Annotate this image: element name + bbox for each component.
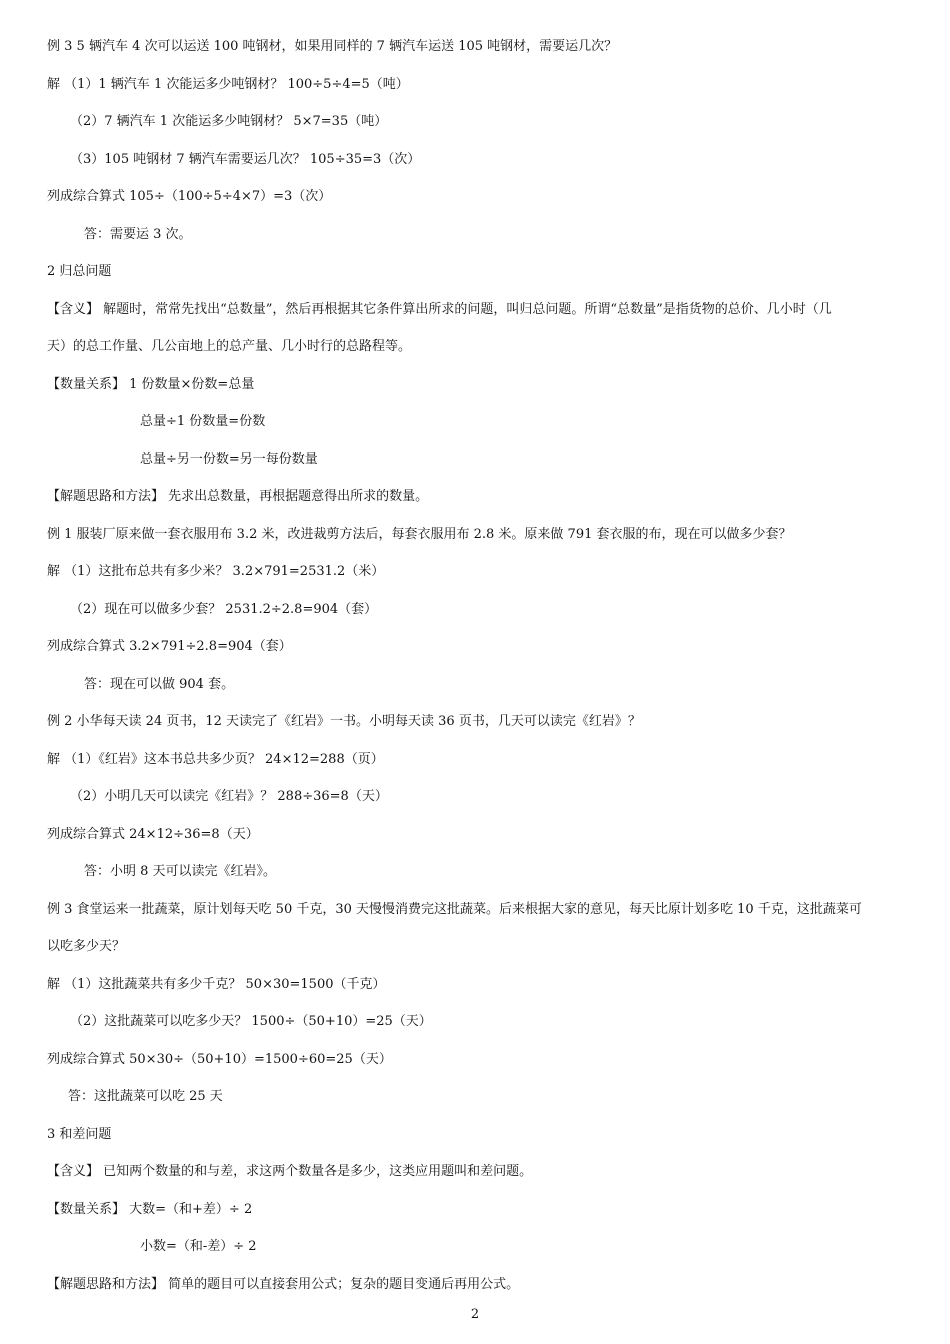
example-3-problem-line-1: 例 3 食堂运来一批蔬菜，原计划每天吃 50 千克，30 天慢慢消费完这批蔬菜。后来根据大家的意见，每天比原计划多吃 10 千克，这批蔬菜可 bbox=[47, 902, 862, 917]
example-3-problem: 例 3 5 辆汽车 4 次可以运送 100 吨钢材，如果用同样的 7 辆汽车运送 105 吨钢材，需要运几次？ bbox=[47, 39, 618, 54]
solution-step-2: （2）7 辆汽车 1 次能运多少吨钢材？ 5×7=35（吨） bbox=[70, 114, 388, 129]
solution-step-2: （2）现在可以做多少套？ 2531.2÷2.8=904（套） bbox=[70, 602, 378, 617]
method: 【解题思路和方法】 简单的题目可以直接套用公式；复杂的题目变通后再用公式。 bbox=[47, 1277, 520, 1292]
combined-formula: 列成综合算式 3.2×791÷2.8=904（套） bbox=[47, 639, 292, 654]
combined-formula: 列成综合算式 50×30÷（50+10）=1500÷60=25（天） bbox=[47, 1052, 392, 1067]
quantity-relation-3: 总量÷另一份数=另一每份数量 bbox=[140, 452, 318, 467]
quantity-relation-2: 总量÷1 份数量=份数 bbox=[140, 414, 266, 429]
definition-line-2: 天）的总工作量、几公亩地上的总产量、几小时行的总路程等。 bbox=[47, 339, 412, 354]
solution-step-1: 解 （1）《红岩》这本书总共多少页？ 24×12=288（页） bbox=[47, 752, 384, 767]
answer: 答：需要运 3 次。 bbox=[84, 227, 192, 242]
solution-step-2: （2）小明几天可以读完《红岩》？ 288÷36=8（天） bbox=[70, 789, 388, 804]
solution-step-3: （3）105 吨钢材 7 辆汽车需要运几次？ 105÷35=3（次） bbox=[70, 152, 421, 167]
example-1-problem: 例 1 服装厂原来做一套衣服用布 3.2 米，改进裁剪方法后，每套衣服用布 2.8 米。原来做 791 套衣服的布，现在可以做多少套？ bbox=[47, 527, 792, 542]
quantity-relation-1: 【数量关系】 1 份数量×份数=总量 bbox=[47, 377, 255, 392]
answer: 答：现在可以做 904 套。 bbox=[84, 677, 235, 692]
quantity-relation-2: 小数=（和-差）÷ 2 bbox=[140, 1239, 257, 1254]
answer: 答：这批蔬菜可以吃 25 天 bbox=[68, 1089, 223, 1104]
combined-formula: 列成综合算式 24×12÷36=8（天） bbox=[47, 827, 259, 842]
example-3-problem-line-2: 以吃多少天？ bbox=[47, 939, 126, 954]
example-2-problem: 例 2 小华每天读 24 页书，12 天读完了《红岩》一书。小明每天读 36 页书，几天可以读完《红岩》？ bbox=[47, 714, 641, 729]
solution-step-1: 解 （1）这批布总共有多少米？ 3.2×791=2531.2（米） bbox=[47, 564, 385, 579]
combined-formula: 列成综合算式 105÷（100÷5÷4×7）=3（次） bbox=[47, 189, 332, 204]
quantity-relation-1: 【数量关系】 大数=（和+差）÷ 2 bbox=[47, 1202, 253, 1217]
method: 【解题思路和方法】 先求出总数量，再根据题意得出所求的数量。 bbox=[47, 489, 429, 504]
section-heading: 3 和差问题 bbox=[47, 1127, 112, 1142]
solution-step-1: 解 （1）1 辆汽车 1 次能运多少吨钢材？ 100÷5÷4=5（吨） bbox=[47, 77, 409, 92]
definition-line-1: 【含义】 解题时，常常先找出“总数量”，然后再根据其它条件算出所求的问题，叫归总问题。所谓“总数量”是指货物的总价、几小时（几 bbox=[47, 302, 832, 317]
answer: 答：小明 8 天可以读完《红岩》。 bbox=[84, 864, 277, 879]
page-number: 2 bbox=[470, 1307, 480, 1322]
definition: 【含义】 已知两个数量的和与差，求这两个数量各是多少，这类应用题叫和差问题。 bbox=[47, 1164, 533, 1179]
section-heading: 2 归总问题 bbox=[47, 264, 112, 279]
solution-step-2: （2）这批蔬菜可以吃多少天？ 1500÷（50+10）=25（天） bbox=[70, 1014, 432, 1029]
solution-step-1: 解 （1）这批蔬菜共有多少千克？ 50×30=1500（千克） bbox=[47, 977, 386, 992]
